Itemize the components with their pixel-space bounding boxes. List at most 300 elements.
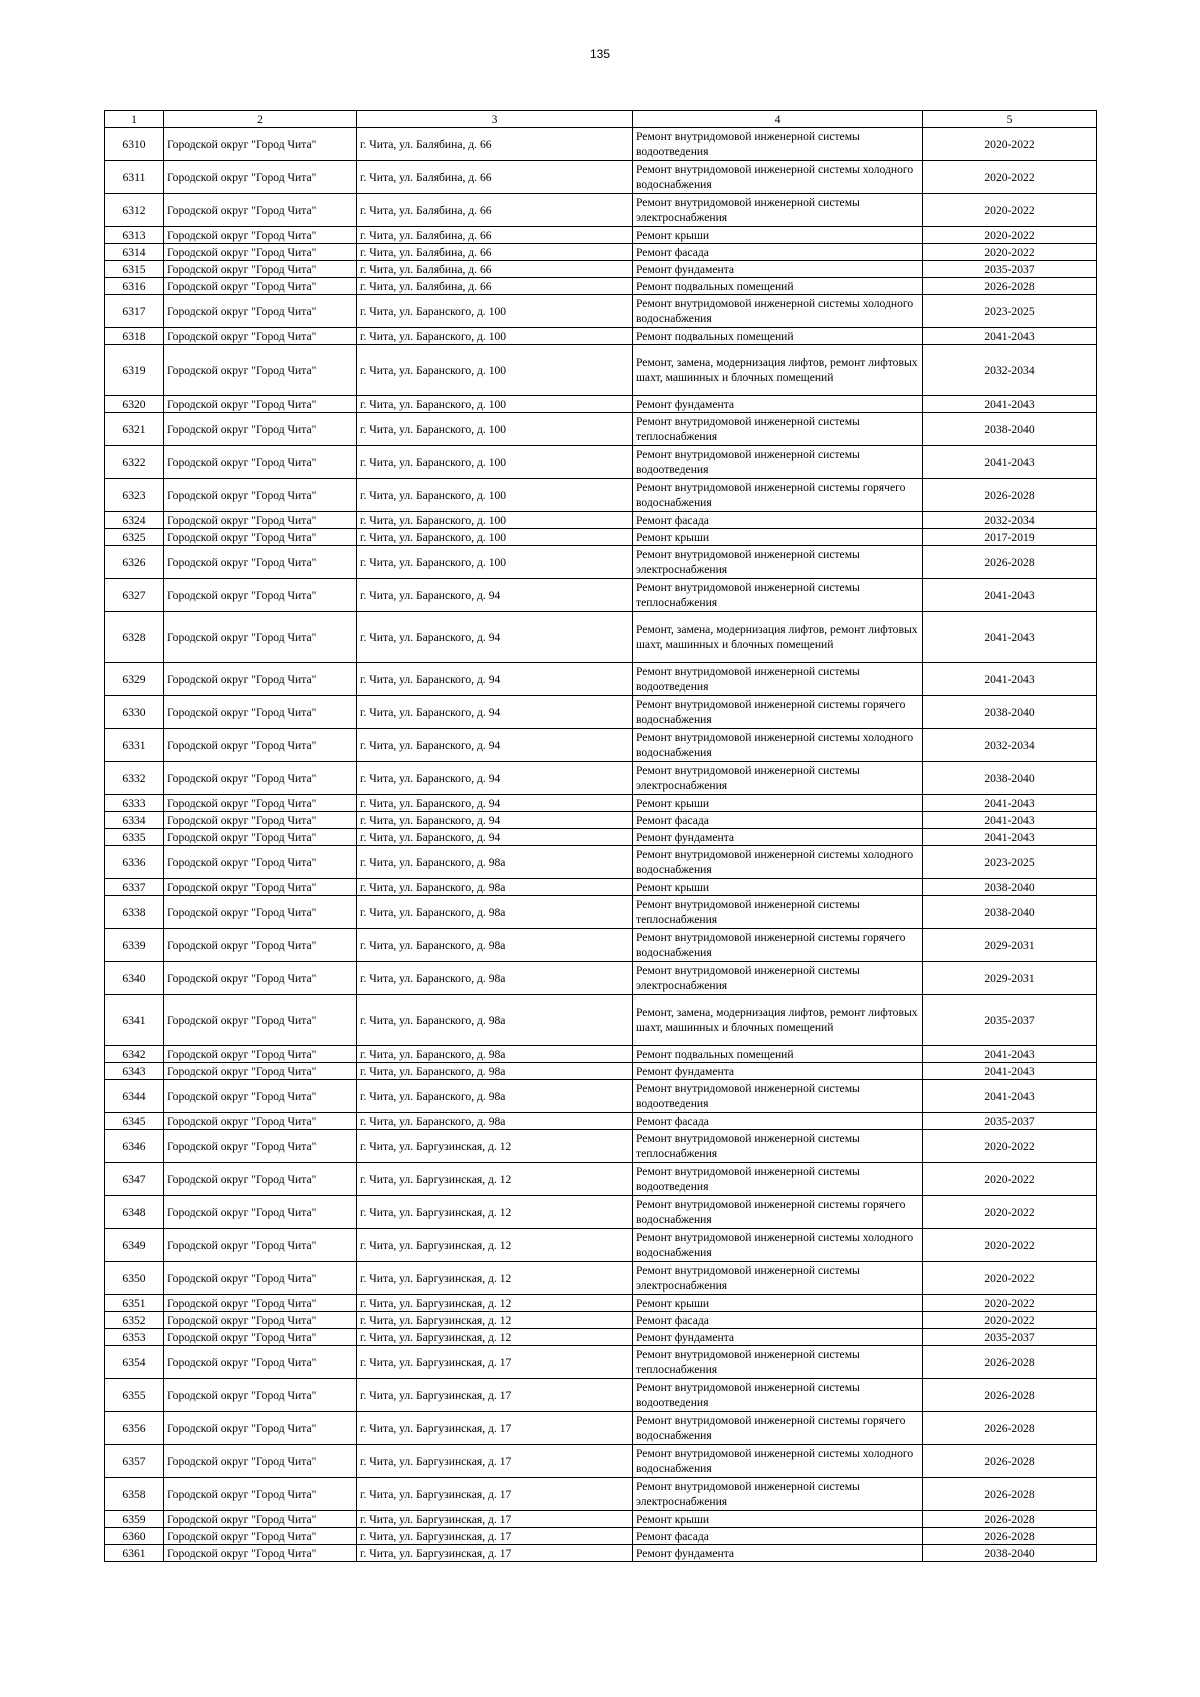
address-cell: г. Чита, ул. Баранского, д. 98а xyxy=(357,1113,633,1130)
work-type-cell: Ремонт внутридомовой инженерной системы холодного водоснабжения xyxy=(633,295,923,328)
period-cell: 2020-2022 xyxy=(923,1312,1097,1329)
period-cell: 2038-2040 xyxy=(923,413,1097,446)
period-cell: 2020-2022 xyxy=(923,194,1097,227)
row-number-cell: 6315 xyxy=(105,261,164,278)
table-row xyxy=(105,128,1097,161)
work-type-cell: Ремонт внутридомовой инженерной системы теплоснабжения xyxy=(633,579,923,612)
address-cell: г. Чита, ул. Баргузинская, д. 12 xyxy=(357,1163,633,1196)
address-cell: г. Чита, ул. Балябина, д. 66 xyxy=(357,244,633,261)
work-type-cell: Ремонт внутридомовой инженерной системы холодного водоснабжения xyxy=(633,1445,923,1478)
table-row xyxy=(105,1329,1097,1346)
row-number-cell: 6343 xyxy=(105,1063,164,1080)
work-type-cell: Ремонт фасада xyxy=(633,1312,923,1329)
period-cell: 2035-2037 xyxy=(923,261,1097,278)
period-cell: 2041-2043 xyxy=(923,663,1097,696)
row-number-cell: 6338 xyxy=(105,896,164,929)
address-cell: г. Чита, ул. Баргузинская, д. 17 xyxy=(357,1445,633,1478)
work-type-cell: Ремонт внутридомовой инженерной системы холодного водоснабжения xyxy=(633,729,923,762)
work-type-cell: Ремонт, замена, модернизация лифтов, ремонт лифтовых шахт, машинных и блочных помещений xyxy=(633,345,923,396)
period-cell: 2026-2028 xyxy=(923,1528,1097,1545)
work-type-cell: Ремонт крыши xyxy=(633,1511,923,1528)
work-type-cell: Ремонт фундамента xyxy=(633,396,923,413)
municipality-cell: Городской округ "Город Чита" xyxy=(164,546,357,579)
period-cell: 2026-2028 xyxy=(923,1412,1097,1445)
work-type-cell: Ремонт внутридомовой инженерной системы холодного водоснабжения xyxy=(633,161,923,194)
work-type-cell: Ремонт подвальных помещений xyxy=(633,278,923,295)
work-type-cell: Ремонт подвальных помещений xyxy=(633,328,923,345)
row-number-cell: 6354 xyxy=(105,1346,164,1379)
address-cell: г. Чита, ул. Баргузинская, д. 12 xyxy=(357,1329,633,1346)
address-cell: г. Чита, ул. Баранского, д. 94 xyxy=(357,579,633,612)
period-cell: 2020-2022 xyxy=(923,227,1097,244)
municipality-cell: Городской округ "Город Чита" xyxy=(164,795,357,812)
row-number-cell: 6332 xyxy=(105,762,164,795)
municipality-cell: Городской округ "Город Чита" xyxy=(164,244,357,261)
address-cell: г. Чита, ул. Баргузинская, д. 17 xyxy=(357,1511,633,1528)
table-row xyxy=(105,929,1097,962)
row-number-cell: 6314 xyxy=(105,244,164,261)
address-cell: г. Чита, ул. Баранского, д. 98а xyxy=(357,995,633,1046)
table-row xyxy=(105,161,1097,194)
address-cell: г. Чита, ул. Баранского, д. 94 xyxy=(357,663,633,696)
municipality-cell: Городской округ "Город Чита" xyxy=(164,413,357,446)
period-cell: 2020-2022 xyxy=(923,244,1097,261)
table-row xyxy=(105,1262,1097,1295)
work-type-cell: Ремонт фасада xyxy=(633,1528,923,1545)
row-number-cell: 6335 xyxy=(105,829,164,846)
address-cell: г. Чита, ул. Баранского, д. 100 xyxy=(357,529,633,546)
table-body xyxy=(105,128,1097,1562)
table-row xyxy=(105,345,1097,396)
table-row xyxy=(105,812,1097,829)
municipality-cell: Городской округ "Город Чита" xyxy=(164,261,357,278)
period-cell: 2020-2022 xyxy=(923,1163,1097,1196)
table-row xyxy=(105,446,1097,479)
period-cell: 2020-2022 xyxy=(923,1229,1097,1262)
table-row xyxy=(105,512,1097,529)
address-cell: г. Чита, ул. Балябина, д. 66 xyxy=(357,128,633,161)
municipality-cell: Городской округ "Город Чита" xyxy=(164,1346,357,1379)
address-cell: г. Чита, ул. Баранского, д. 98а xyxy=(357,962,633,995)
table-row xyxy=(105,829,1097,846)
table-row xyxy=(105,1478,1097,1511)
period-cell: 2029-2031 xyxy=(923,929,1097,962)
municipality-cell: Городской округ "Город Чита" xyxy=(164,846,357,879)
municipality-cell: Городской округ "Город Чита" xyxy=(164,1196,357,1229)
column-header-5: 5 xyxy=(923,111,1097,128)
repair-schedule-table xyxy=(104,110,1097,1562)
table-row xyxy=(105,1312,1097,1329)
row-number-cell: 6321 xyxy=(105,413,164,446)
table-row xyxy=(105,1196,1097,1229)
row-number-cell: 6346 xyxy=(105,1130,164,1163)
table-row xyxy=(105,1445,1097,1478)
column-header-4: 4 xyxy=(633,111,923,128)
period-cell: 2041-2043 xyxy=(923,812,1097,829)
address-cell: г. Чита, ул. Баранского, д. 94 xyxy=(357,829,633,846)
municipality-cell: Городской округ "Город Чита" xyxy=(164,1445,357,1478)
period-cell: 2026-2028 xyxy=(923,479,1097,512)
municipality-cell: Городской округ "Город Чита" xyxy=(164,1113,357,1130)
address-cell: г. Чита, ул. Баранского, д. 100 xyxy=(357,295,633,328)
row-number-cell: 6311 xyxy=(105,161,164,194)
period-cell: 2038-2040 xyxy=(923,879,1097,896)
table-row xyxy=(105,1113,1097,1130)
address-cell: г. Чита, ул. Балябина, д. 66 xyxy=(357,194,633,227)
period-cell: 2029-2031 xyxy=(923,962,1097,995)
column-header-3: 3 xyxy=(357,111,633,128)
period-cell: 2017-2019 xyxy=(923,529,1097,546)
row-number-cell: 6319 xyxy=(105,345,164,396)
table-row xyxy=(105,1346,1097,1379)
table-row xyxy=(105,696,1097,729)
work-type-cell: Ремонт внутридомовой инженерной системы электроснабжения xyxy=(633,762,923,795)
work-type-cell: Ремонт внутридомовой инженерной системы теплоснабжения xyxy=(633,413,923,446)
address-cell: г. Чита, ул. Баранского, д. 94 xyxy=(357,696,633,729)
address-cell: г. Чита, ул. Баргузинская, д. 17 xyxy=(357,1379,633,1412)
work-type-cell: Ремонт внутридомовой инженерной системы электроснабжения xyxy=(633,962,923,995)
address-cell: г. Чита, ул. Баранского, д. 94 xyxy=(357,729,633,762)
municipality-cell: Городской округ "Город Чита" xyxy=(164,227,357,244)
row-number-cell: 6342 xyxy=(105,1046,164,1063)
address-cell: г. Чита, ул. Баранского, д. 100 xyxy=(357,396,633,413)
period-cell: 2020-2022 xyxy=(923,161,1097,194)
municipality-cell: Городской округ "Город Чита" xyxy=(164,161,357,194)
period-cell: 2026-2028 xyxy=(923,546,1097,579)
work-type-cell: Ремонт фундамента xyxy=(633,1545,923,1562)
row-number-cell: 6358 xyxy=(105,1478,164,1511)
address-cell: г. Чита, ул. Баргузинская, д. 12 xyxy=(357,1196,633,1229)
table-row xyxy=(105,295,1097,328)
municipality-cell: Городской округ "Город Чита" xyxy=(164,1412,357,1445)
address-cell: г. Чита, ул. Баргузинская, д. 17 xyxy=(357,1412,633,1445)
municipality-cell: Городской округ "Город Чита" xyxy=(164,1511,357,1528)
table-row xyxy=(105,396,1097,413)
address-cell: г. Чита, ул. Баранского, д. 98а xyxy=(357,1063,633,1080)
address-cell: г. Чита, ул. Баргузинская, д. 17 xyxy=(357,1545,633,1562)
row-number-cell: 6313 xyxy=(105,227,164,244)
municipality-cell: Городской округ "Город Чита" xyxy=(164,1063,357,1080)
row-number-cell: 6336 xyxy=(105,846,164,879)
work-type-cell: Ремонт внутридомовой инженерной системы водоотведения xyxy=(633,1080,923,1113)
row-number-cell: 6345 xyxy=(105,1113,164,1130)
work-type-cell: Ремонт фасада xyxy=(633,512,923,529)
address-cell: г. Чита, ул. Баранского, д. 100 xyxy=(357,546,633,579)
period-cell: 2035-2037 xyxy=(923,995,1097,1046)
municipality-cell: Городской округ "Город Чита" xyxy=(164,278,357,295)
row-number-cell: 6341 xyxy=(105,995,164,1046)
period-cell: 2023-2025 xyxy=(923,846,1097,879)
address-cell: г. Чита, ул. Баргузинская, д. 12 xyxy=(357,1262,633,1295)
period-cell: 2041-2043 xyxy=(923,396,1097,413)
municipality-cell: Городской округ "Город Чита" xyxy=(164,1130,357,1163)
municipality-cell: Городской округ "Город Чита" xyxy=(164,396,357,413)
period-cell: 2026-2028 xyxy=(923,1346,1097,1379)
municipality-cell: Городской округ "Город Чита" xyxy=(164,295,357,328)
period-cell: 2020-2022 xyxy=(923,1196,1097,1229)
work-type-cell: Ремонт фундамента xyxy=(633,1329,923,1346)
municipality-cell: Городской округ "Город Чита" xyxy=(164,512,357,529)
address-cell: г. Чита, ул. Баранского, д. 98а xyxy=(357,1046,633,1063)
work-type-cell: Ремонт внутридомовой инженерной системы холодного водоснабжения xyxy=(633,846,923,879)
municipality-cell: Городской округ "Город Чита" xyxy=(164,328,357,345)
municipality-cell: Городской округ "Город Чита" xyxy=(164,1262,357,1295)
work-type-cell: Ремонт внутридомовой инженерной системы водоотведения xyxy=(633,446,923,479)
address-cell: г. Чита, ул. Баранского, д. 100 xyxy=(357,345,633,396)
period-cell: 2038-2040 xyxy=(923,696,1097,729)
municipality-cell: Городской округ "Город Чита" xyxy=(164,762,357,795)
table-row xyxy=(105,612,1097,663)
period-cell: 2032-2034 xyxy=(923,345,1097,396)
municipality-cell: Городской округ "Город Чита" xyxy=(164,812,357,829)
period-cell: 2020-2022 xyxy=(923,1262,1097,1295)
address-cell: г. Чита, ул. Баранского, д. 98а xyxy=(357,896,633,929)
row-number-cell: 6312 xyxy=(105,194,164,227)
row-number-cell: 6359 xyxy=(105,1511,164,1528)
period-cell: 2026-2028 xyxy=(923,1478,1097,1511)
row-number-cell: 6326 xyxy=(105,546,164,579)
municipality-cell: Городской округ "Город Чита" xyxy=(164,1528,357,1545)
period-cell: 2038-2040 xyxy=(923,762,1097,795)
municipality-cell: Городской округ "Город Чита" xyxy=(164,1379,357,1412)
period-cell: 2041-2043 xyxy=(923,446,1097,479)
municipality-cell: Городской округ "Город Чита" xyxy=(164,1229,357,1262)
work-type-cell: Ремонт внутридомовой инженерной системы горячего водоснабжения xyxy=(633,479,923,512)
address-cell: г. Чита, ул. Балябина, д. 66 xyxy=(357,278,633,295)
period-cell: 2038-2040 xyxy=(923,1545,1097,1562)
period-cell: 2035-2037 xyxy=(923,1113,1097,1130)
table-row xyxy=(105,896,1097,929)
period-cell: 2032-2034 xyxy=(923,512,1097,529)
period-cell: 2041-2043 xyxy=(923,829,1097,846)
row-number-cell: 6339 xyxy=(105,929,164,962)
period-cell: 2041-2043 xyxy=(923,1063,1097,1080)
row-number-cell: 6352 xyxy=(105,1312,164,1329)
table-row xyxy=(105,328,1097,345)
table-row xyxy=(105,1295,1097,1312)
table-row xyxy=(105,194,1097,227)
municipality-cell: Городской округ "Город Чита" xyxy=(164,1312,357,1329)
work-type-cell: Ремонт крыши xyxy=(633,227,923,244)
row-number-cell: 6318 xyxy=(105,328,164,345)
page-number: 135 xyxy=(589,47,611,61)
address-cell: г. Чита, ул. Баранского, д. 98а xyxy=(357,879,633,896)
address-cell: г. Чита, ул. Баранского, д. 94 xyxy=(357,795,633,812)
table-row xyxy=(105,244,1097,261)
table-row xyxy=(105,579,1097,612)
municipality-cell: Городской округ "Город Чита" xyxy=(164,663,357,696)
table-row xyxy=(105,479,1097,512)
work-type-cell: Ремонт фасада xyxy=(633,1113,923,1130)
table-row xyxy=(105,1130,1097,1163)
municipality-cell: Городской округ "Город Чита" xyxy=(164,962,357,995)
address-cell: г. Чита, ул. Баранского, д. 98а xyxy=(357,929,633,962)
municipality-cell: Городской округ "Город Чита" xyxy=(164,896,357,929)
row-number-cell: 6333 xyxy=(105,795,164,812)
row-number-cell: 6349 xyxy=(105,1229,164,1262)
period-cell: 2020-2022 xyxy=(923,1130,1097,1163)
table-row xyxy=(105,261,1097,278)
work-type-cell: Ремонт фасада xyxy=(633,812,923,829)
row-number-cell: 6310 xyxy=(105,128,164,161)
table-row xyxy=(105,1545,1097,1562)
work-type-cell: Ремонт внутридомовой инженерной системы теплоснабжения xyxy=(633,896,923,929)
work-type-cell: Ремонт внутридомовой инженерной системы горячего водоснабжения xyxy=(633,1196,923,1229)
address-cell: г. Чита, ул. Баргузинская, д. 17 xyxy=(357,1528,633,1545)
table-row xyxy=(105,1163,1097,1196)
period-cell: 2032-2034 xyxy=(923,729,1097,762)
municipality-cell: Городской округ "Город Чита" xyxy=(164,446,357,479)
period-cell: 2026-2028 xyxy=(923,1445,1097,1478)
period-cell: 2041-2043 xyxy=(923,328,1097,345)
row-number-cell: 6353 xyxy=(105,1329,164,1346)
period-cell: 2026-2028 xyxy=(923,1511,1097,1528)
work-type-cell: Ремонт крыши xyxy=(633,795,923,812)
address-cell: г. Чита, ул. Баранского, д. 100 xyxy=(357,479,633,512)
row-number-cell: 6337 xyxy=(105,879,164,896)
table-row xyxy=(105,546,1097,579)
address-cell: г. Чита, ул. Баранского, д. 94 xyxy=(357,612,633,663)
table-row xyxy=(105,278,1097,295)
municipality-cell: Городской округ "Город Чита" xyxy=(164,1295,357,1312)
row-number-cell: 6330 xyxy=(105,696,164,729)
address-cell: г. Чита, ул. Баргузинская, д. 17 xyxy=(357,1478,633,1511)
address-cell: г. Чита, ул. Балябина, д. 66 xyxy=(357,261,633,278)
table-row xyxy=(105,879,1097,896)
row-number-cell: 6325 xyxy=(105,529,164,546)
municipality-cell: Городской округ "Город Чита" xyxy=(164,1329,357,1346)
row-number-cell: 6356 xyxy=(105,1412,164,1445)
table-row xyxy=(105,729,1097,762)
municipality-cell: Городской округ "Город Чита" xyxy=(164,529,357,546)
work-type-cell: Ремонт внутридомовой инженерной системы горячего водоснабжения xyxy=(633,929,923,962)
period-cell: 2035-2037 xyxy=(923,1329,1097,1346)
work-type-cell: Ремонт внутридомовой инженерной системы водоотведения xyxy=(633,1163,923,1196)
municipality-cell: Городской округ "Город Чита" xyxy=(164,128,357,161)
row-number-cell: 6320 xyxy=(105,396,164,413)
table-row xyxy=(105,795,1097,812)
period-cell: 2026-2028 xyxy=(923,278,1097,295)
row-number-cell: 6331 xyxy=(105,729,164,762)
municipality-cell: Городской округ "Город Чита" xyxy=(164,995,357,1046)
work-type-cell: Ремонт крыши xyxy=(633,879,923,896)
work-type-cell: Ремонт внутридомовой инженерной системы электроснабжения xyxy=(633,194,923,227)
row-number-cell: 6357 xyxy=(105,1445,164,1478)
table-row xyxy=(105,1063,1097,1080)
work-type-cell: Ремонт внутридомовой инженерной системы водоотведения xyxy=(633,1379,923,1412)
period-cell: 2020-2022 xyxy=(923,1295,1097,1312)
table-row xyxy=(105,1412,1097,1445)
row-number-cell: 6323 xyxy=(105,479,164,512)
period-cell: 2041-2043 xyxy=(923,579,1097,612)
row-number-cell: 6324 xyxy=(105,512,164,529)
period-cell: 2041-2043 xyxy=(923,795,1097,812)
municipality-cell: Городской округ "Город Чита" xyxy=(164,696,357,729)
address-cell: г. Чита, ул. Баргузинская, д. 12 xyxy=(357,1229,633,1262)
row-number-cell: 6329 xyxy=(105,663,164,696)
row-number-cell: 6340 xyxy=(105,962,164,995)
row-number-cell: 6351 xyxy=(105,1295,164,1312)
address-cell: г. Чита, ул. Баргузинская, д. 12 xyxy=(357,1130,633,1163)
work-type-cell: Ремонт внутридомовой инженерной системы горячего водоснабжения xyxy=(633,696,923,729)
municipality-cell: Городской округ "Город Чита" xyxy=(164,479,357,512)
row-number-cell: 6348 xyxy=(105,1196,164,1229)
row-number-cell: 6317 xyxy=(105,295,164,328)
work-type-cell: Ремонт внутридомовой инженерной системы электроснабжения xyxy=(633,1262,923,1295)
work-type-cell: Ремонт фундамента xyxy=(633,261,923,278)
table-row xyxy=(105,1046,1097,1063)
work-type-cell: Ремонт фундамента xyxy=(633,829,923,846)
column-header-2: 2 xyxy=(164,111,357,128)
address-cell: г. Чита, ул. Баранского, д. 94 xyxy=(357,762,633,795)
work-type-cell: Ремонт, замена, модернизация лифтов, ремонт лифтовых шахт, машинных и блочных помещений xyxy=(633,612,923,663)
row-number-cell: 6327 xyxy=(105,579,164,612)
table-row xyxy=(105,962,1097,995)
row-number-cell: 6344 xyxy=(105,1080,164,1113)
period-cell: 2020-2022 xyxy=(923,128,1097,161)
row-number-cell: 6361 xyxy=(105,1545,164,1562)
address-cell: г. Чита, ул. Балябина, д. 66 xyxy=(357,227,633,244)
table-row xyxy=(105,995,1097,1046)
period-cell: 2026-2028 xyxy=(923,1379,1097,1412)
table-row xyxy=(105,529,1097,546)
municipality-cell: Городской округ "Город Чита" xyxy=(164,929,357,962)
column-header-1: 1 xyxy=(105,111,164,128)
table-row xyxy=(105,1511,1097,1528)
municipality-cell: Городской округ "Город Чита" xyxy=(164,1046,357,1063)
row-number-cell: 6316 xyxy=(105,278,164,295)
period-cell: 2038-2040 xyxy=(923,896,1097,929)
address-cell: г. Чита, ул. Баргузинская, д. 12 xyxy=(357,1312,633,1329)
work-type-cell: Ремонт фасада xyxy=(633,244,923,261)
address-cell: г. Чита, ул. Баранского, д. 100 xyxy=(357,413,633,446)
address-cell: г. Чита, ул. Баргузинская, д. 17 xyxy=(357,1346,633,1379)
municipality-cell: Городской округ "Город Чита" xyxy=(164,612,357,663)
work-type-cell: Ремонт, замена, модернизация лифтов, ремонт лифтовых шахт, машинных и блочных помещений xyxy=(633,995,923,1046)
row-number-cell: 6322 xyxy=(105,446,164,479)
work-type-cell: Ремонт внутридомовой инженерной системы электроснабжения xyxy=(633,546,923,579)
work-type-cell: Ремонт крыши xyxy=(633,1295,923,1312)
work-type-cell: Ремонт крыши xyxy=(633,529,923,546)
address-cell: г. Чита, ул. Баранского, д. 100 xyxy=(357,446,633,479)
table-row xyxy=(105,1379,1097,1412)
row-number-cell: 6355 xyxy=(105,1379,164,1412)
table-row xyxy=(105,1229,1097,1262)
row-number-cell: 6334 xyxy=(105,812,164,829)
address-cell: г. Чита, ул. Баранского, д. 94 xyxy=(357,812,633,829)
municipality-cell: Городской округ "Город Чита" xyxy=(164,1478,357,1511)
municipality-cell: Городской округ "Город Чита" xyxy=(164,729,357,762)
address-cell: г. Чита, ул. Баранского, д. 98а xyxy=(357,846,633,879)
address-cell: г. Чита, ул. Баргузинская, д. 12 xyxy=(357,1295,633,1312)
work-type-cell: Ремонт внутридомовой инженерной системы электроснабжения xyxy=(633,1478,923,1511)
municipality-cell: Городской округ "Город Чита" xyxy=(164,829,357,846)
period-cell: 2041-2043 xyxy=(923,612,1097,663)
municipality-cell: Городской округ "Город Чита" xyxy=(164,1080,357,1113)
municipality-cell: Городской округ "Город Чита" xyxy=(164,579,357,612)
table-row xyxy=(105,227,1097,244)
address-cell: г. Чита, ул. Баранского, д. 100 xyxy=(357,512,633,529)
row-number-cell: 6350 xyxy=(105,1262,164,1295)
row-number-cell: 6360 xyxy=(105,1528,164,1545)
table-row xyxy=(105,762,1097,795)
municipality-cell: Городской округ "Город Чита" xyxy=(164,345,357,396)
address-cell: г. Чита, ул. Баранского, д. 98а xyxy=(357,1080,633,1113)
table-row xyxy=(105,663,1097,696)
period-cell: 2041-2043 xyxy=(923,1046,1097,1063)
municipality-cell: Городской округ "Город Чита" xyxy=(164,1545,357,1562)
address-cell: г. Чита, ул. Балябина, д. 66 xyxy=(357,161,633,194)
